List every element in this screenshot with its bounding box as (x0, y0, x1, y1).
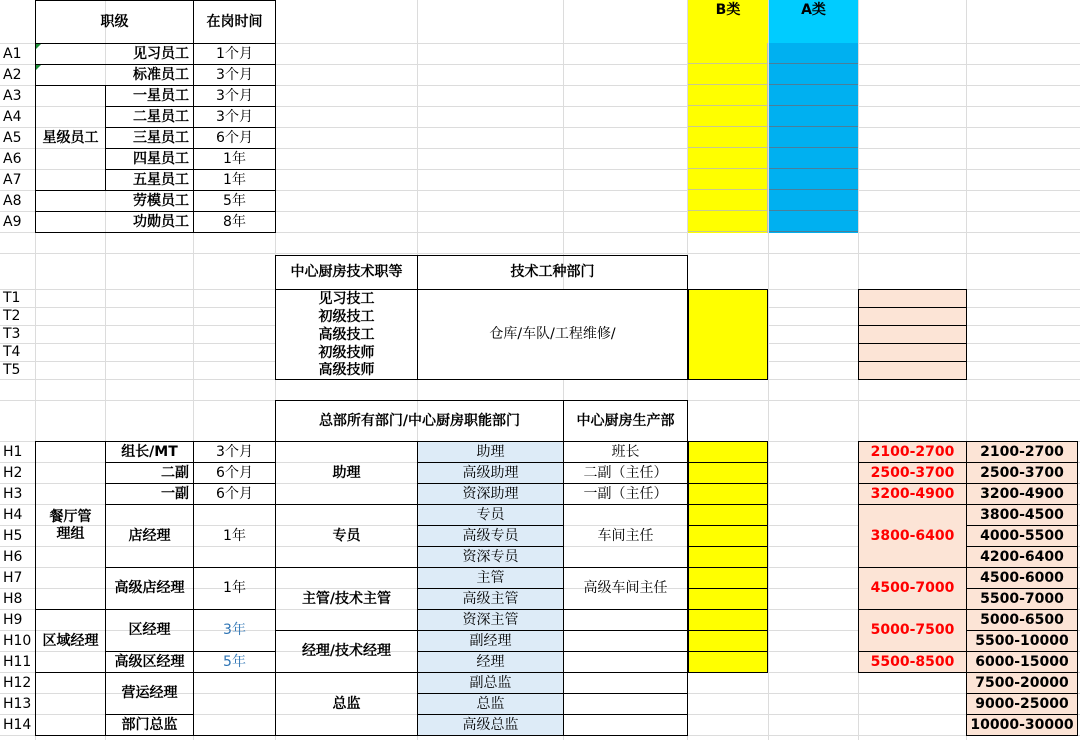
row-code-a2[interactable]: A2 (3, 66, 22, 83)
cell-salary-7[interactable]: 4500-6000 (966, 567, 1078, 589)
cell-h3-tenure[interactable]: 6个月 (193, 483, 276, 505)
row-code-h4[interactable]: H4 (3, 506, 23, 523)
row-code-h6[interactable]: H6 (3, 548, 23, 565)
row-code-a9[interactable]: A9 (3, 213, 22, 230)
cell-a7-title[interactable]: 五星员工 (105, 169, 194, 191)
header-hq-depts[interactable]: 总部所有部门/中心厨房职能部门 (275, 400, 564, 442)
cell-hq-sub-11[interactable]: 经理 (417, 651, 564, 673)
header-tech-rank[interactable]: 中心厨房技术职等 (275, 255, 418, 290)
cell-prod-5[interactable]: 高级车间主任 (563, 567, 688, 610)
header-tech-dept[interactable]: 技术工种部门 (417, 255, 688, 290)
cell-t5-title[interactable]: 高级技师 (318, 362, 375, 379)
cell-a2-tenure[interactable]: 3个月 (193, 64, 276, 86)
cell-t2-title[interactable]: 初级技工 (318, 308, 375, 325)
header-tenure[interactable]: 在岗时间 (193, 0, 276, 44)
row-code-h9[interactable]: H9 (3, 611, 23, 628)
cell-hq-sub-8[interactable]: 高级主管 (417, 588, 564, 610)
cell-red-salary-3[interactable]: 3200-4900 (858, 483, 967, 505)
cell-a5-title[interactable]: 三星员工 (105, 127, 194, 149)
cell-salary-1[interactable]: 2100-2700 (966, 441, 1078, 463)
comment-marker-icon (36, 65, 41, 70)
cell-salary-12[interactable]: 7500-20000 (966, 672, 1078, 694)
row-code-h11[interactable]: H11 (3, 653, 32, 670)
cell-a7-tenure[interactable]: 1年 (193, 169, 276, 191)
row-code-h12[interactable]: H12 (3, 674, 32, 691)
cell-a9-title[interactable]: 功勋员工 (35, 211, 194, 233)
cell-hq-director[interactable]: 总监 (275, 672, 418, 736)
row-code-h13[interactable]: H13 (3, 695, 32, 712)
cell-hq-sub-10[interactable]: 副经理 (417, 630, 564, 652)
cell-hq-sub-3[interactable]: 资深助理 (417, 483, 564, 505)
cell-h3-title[interactable]: 一副 (105, 483, 194, 505)
b-class-fill-h[interactable] (688, 441, 768, 673)
row-code-a4[interactable]: A4 (3, 108, 22, 125)
cell-senior-area-mgr[interactable]: 高级区经理 (105, 651, 194, 673)
row-code-h8[interactable]: H8 (3, 590, 23, 607)
cell-store-mgr[interactable]: 店经理 (105, 504, 194, 568)
row-code-h14[interactable]: H14 (3, 716, 32, 733)
b-class-fill-t[interactable] (688, 289, 768, 380)
row-code-h5[interactable]: H5 (3, 527, 23, 544)
cell-hq-sub-4[interactable]: 专员 (417, 504, 564, 526)
cell-area-mgr[interactable]: 区经理 (105, 609, 194, 652)
cell-a4-tenure[interactable]: 3个月 (193, 106, 276, 128)
comment-marker-icon (36, 44, 41, 49)
cell-prod-empty-1[interactable] (563, 609, 688, 631)
cell-region-group[interactable]: 区域经理 (35, 609, 106, 673)
cell-tech-dept[interactable]: 仓库/车队/工程维修/ (417, 289, 688, 380)
cell-red-salary-1[interactable]: 2100-2700 (858, 441, 967, 463)
cell-salary-14[interactable]: 10000-30000 (966, 714, 1078, 736)
row-code-h1[interactable]: H1 (3, 443, 23, 460)
cell-red-salary-4[interactable]: 3800-6400 (858, 504, 967, 568)
a-class-fill-a[interactable] (769, 43, 858, 233)
cell-a2-title[interactable]: 标准员工 (35, 64, 194, 86)
cell-star-group[interactable]: 星级员工 (35, 85, 106, 191)
cell-hq-supervisor[interactable]: 主管/技术主管 (275, 567, 418, 631)
cell-a6-title[interactable]: 四星员工 (105, 148, 194, 170)
cell-empty-group[interactable] (35, 672, 106, 736)
cell-a6-tenure[interactable]: 1年 (193, 148, 276, 170)
cell-prod-3[interactable]: 一副（主任） (563, 483, 688, 505)
row-code-h10[interactable]: H10 (3, 632, 32, 649)
cell-salary-4[interactable]: 3800-4500 (966, 504, 1078, 526)
cell-red-salary-6[interactable]: 5000-7500 (858, 609, 967, 652)
header-a-class[interactable]: A类 (769, 0, 858, 44)
row-code-h7[interactable]: H7 (3, 569, 23, 586)
cell-a1-tenure[interactable]: 1个月 (193, 43, 276, 65)
cell-restaurant-group[interactable]: 餐厅管理组 (35, 441, 106, 610)
cell-senior-store-mgr[interactable]: 高级店经理 (105, 567, 194, 610)
cell-hq-sub-13[interactable]: 总监 (417, 693, 564, 715)
row-code-t3[interactable]: T3 (3, 326, 21, 343)
row-code-a3[interactable]: A3 (3, 87, 22, 104)
row-code-h2[interactable]: H2 (3, 464, 23, 481)
cell-h2-title[interactable]: 二副 (105, 462, 194, 484)
row-code-t2[interactable]: T2 (3, 308, 21, 325)
cell-hq-sub-6[interactable]: 资深专员 (417, 546, 564, 568)
cell-red-salary-5[interactable]: 4500-7000 (858, 567, 967, 610)
cell-salary-8[interactable]: 5500-7000 (966, 588, 1078, 610)
cell-area-mgr-tenure[interactable]: 3年 (193, 609, 276, 652)
cell-hq-assistant[interactable]: 助理 (275, 441, 418, 505)
cell-salary-2[interactable]: 2500-3700 (966, 462, 1078, 484)
cell-prod-empty-6[interactable] (563, 714, 688, 736)
row-code-t1[interactable]: T1 (3, 290, 21, 307)
cell-t4-title[interactable]: 初级技师 (318, 344, 375, 361)
header-rank[interactable]: 职级 (35, 0, 194, 44)
cell-dept-director[interactable]: 部门总监 (105, 714, 194, 736)
row-code-h3[interactable]: H3 (3, 485, 23, 502)
row-code-a7[interactable]: A7 (3, 171, 22, 188)
cell-prod-2[interactable]: 二副（主任） (563, 462, 688, 484)
cell-ops-mgr[interactable]: 营运经理 (105, 672, 194, 715)
cell-h1-title[interactable]: 组长/MT (105, 441, 194, 463)
cell-senior-store-mgr-tenure[interactable]: 1年 (193, 567, 276, 610)
cell-prod-empty-3[interactable] (563, 651, 688, 673)
cell-a9-tenure[interactable]: 8年 (193, 211, 276, 233)
cell-t1-title[interactable]: 见习技工 (318, 290, 375, 307)
cell-hq-sub-12[interactable]: 副总监 (417, 672, 564, 694)
cell-a3-tenure[interactable]: 3个月 (193, 85, 276, 107)
cell-a8-title[interactable]: 劳模员工 (35, 190, 194, 212)
cell-a3-title[interactable]: 一星员工 (105, 85, 194, 107)
cell-salary-10[interactable]: 5500-10000 (966, 630, 1078, 652)
cell-salary-6[interactable]: 4200-6400 (966, 546, 1078, 568)
row-code-a6[interactable]: A6 (3, 150, 22, 167)
cell-red-salary-7[interactable]: 5500-8500 (858, 651, 967, 673)
cell-empty-tenure[interactable] (193, 672, 276, 736)
row-code-a5[interactable]: A5 (3, 129, 22, 146)
row-code-a8[interactable]: A8 (3, 192, 22, 209)
cell-salary-9[interactable]: 5000-6500 (966, 609, 1078, 631)
cell-prod-empty-2[interactable] (563, 630, 688, 652)
cell-hq-sub-5[interactable]: 高级专员 (417, 525, 564, 547)
cell-hq-sub-1[interactable]: 助理 (417, 441, 564, 463)
row-code-t4[interactable]: T4 (3, 344, 21, 361)
cell-prod-1[interactable]: 班长 (563, 441, 688, 463)
cell-store-mgr-tenure[interactable]: 1年 (193, 504, 276, 568)
cell-salary-11[interactable]: 6000-15000 (966, 651, 1078, 673)
b-class-fill-a[interactable] (688, 43, 768, 233)
cell-prod-empty-4[interactable] (563, 672, 688, 694)
row-code-t5[interactable]: T5 (3, 362, 21, 379)
header-prod-dept[interactable]: 中心厨房生产部 (563, 400, 688, 442)
cell-salary-5[interactable]: 4000-5500 (966, 525, 1078, 547)
cell-senior-area-mgr-tenure[interactable]: 5年 (193, 651, 276, 673)
cell-hq-sub-9[interactable]: 资深主管 (417, 609, 564, 631)
cell-salary-13[interactable]: 9000-25000 (966, 693, 1078, 715)
cell-salary-3[interactable]: 3200-4900 (966, 483, 1078, 505)
cell-red-salary-2[interactable]: 2500-3700 (858, 462, 967, 484)
cell-hq-manager[interactable]: 经理/技术经理 (275, 630, 418, 673)
cell-a4-title[interactable]: 二星员工 (105, 106, 194, 128)
cell-prod-empty-5[interactable] (563, 693, 688, 715)
cell-hq-sub-14[interactable]: 高级总监 (417, 714, 564, 736)
cell-t3-title[interactable]: 高级技工 (318, 326, 375, 343)
peach-fill-t[interactable] (858, 289, 967, 380)
cell-a1-title[interactable]: 见习员工 (35, 43, 194, 65)
cell-a8-tenure[interactable]: 5年 (193, 190, 276, 212)
header-b-class[interactable]: B类 (688, 0, 768, 44)
cell-hq-sub-2[interactable]: 高级助理 (417, 462, 564, 484)
row-code-a1[interactable]: A1 (3, 45, 22, 62)
cell-h1-tenure[interactable]: 3个月 (193, 441, 276, 463)
cell-h2-tenure[interactable]: 6个月 (193, 462, 276, 484)
cell-prod-4[interactable]: 车间主任 (563, 504, 688, 568)
cell-a5-tenure[interactable]: 6个月 (193, 127, 276, 149)
cell-hq-specialist[interactable]: 专员 (275, 504, 418, 568)
cell-hq-sub-7[interactable]: 主管 (417, 567, 564, 589)
